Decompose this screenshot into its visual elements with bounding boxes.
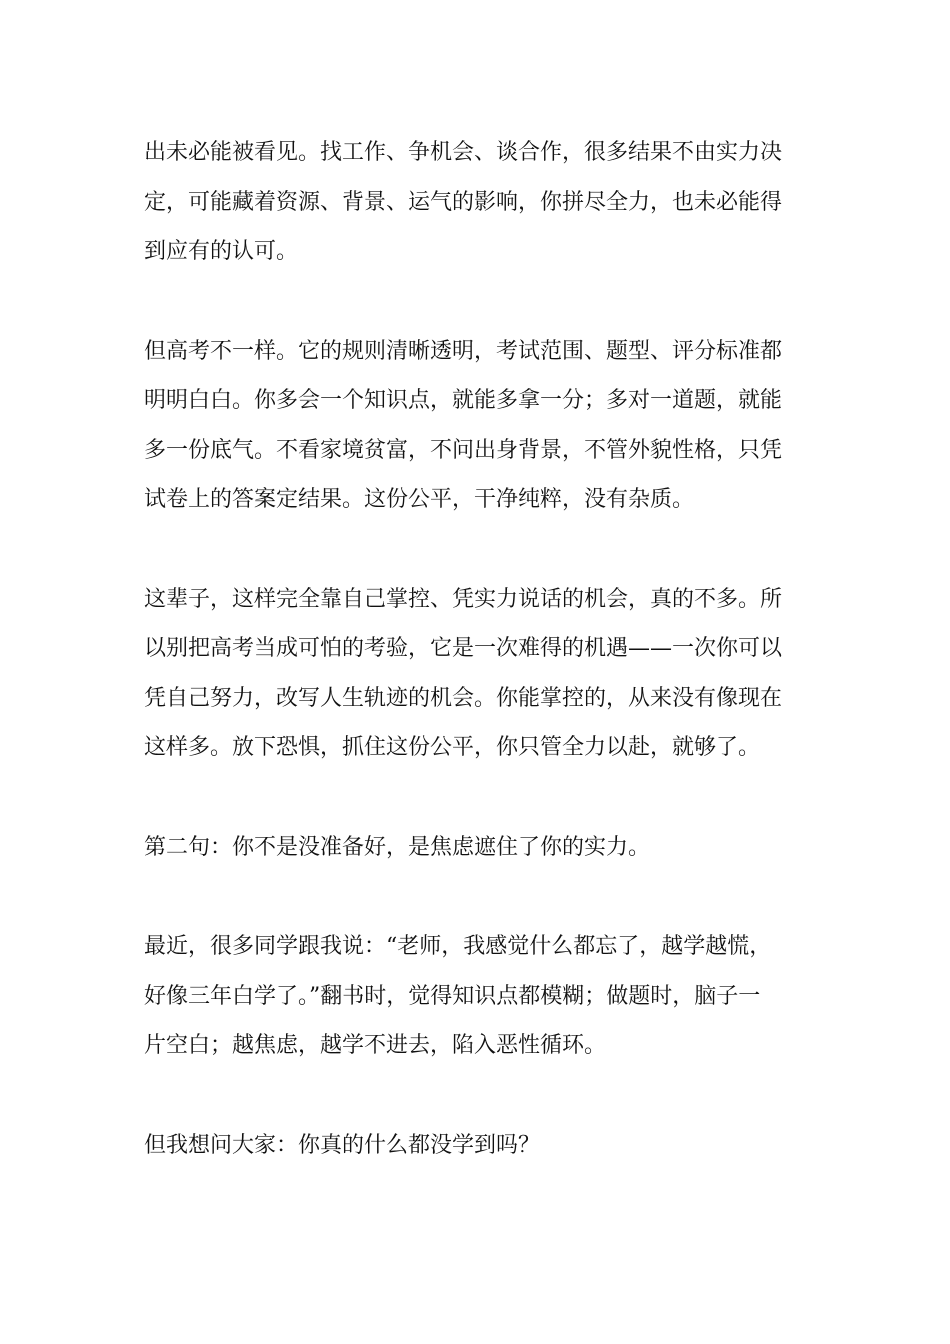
text-line: 这样多。放下恐惧，抓住这份公平，你只管全力以赴，就够了。 xyxy=(144,735,761,760)
paragraph xyxy=(144,575,809,773)
text-line: 到应有的认可。 xyxy=(144,239,299,264)
text-line: 试卷上的答案定结果。这份公平，干净纯粹，没有杂质。 xyxy=(144,487,695,512)
document-page xyxy=(144,128,809,1220)
text-line: 最近，很多同学跟我说：“老师，我感觉什么都忘了，越学越慌， xyxy=(144,934,772,959)
paragraph xyxy=(144,327,809,525)
text-line: 好像三年白学了。”翻书时，觉得知识点都模糊；做题时，脑子一 xyxy=(144,983,761,1009)
paragraph xyxy=(144,922,809,1071)
text-line: 多一份底气。不看家境贫富，不问出身背景，不管外貌性格，只凭 xyxy=(144,437,783,463)
paragraph xyxy=(144,1121,809,1171)
text-line: 定，可能藏着资源、背景、运气的影响，你拼尽全力，也未必能得 xyxy=(144,189,783,215)
text-line: 凭自己努力，改写人生轨迹的机会。你能掌控的，从来没有像现在 xyxy=(144,685,783,711)
paragraph xyxy=(144,128,809,277)
text-line: 以别把高考当成可怕的考验，它是一次难得的机遇——一次你可以 xyxy=(144,636,783,661)
text-line: 这辈子，这样完全靠自己掌控、凭实力说话的机会，真的不多。所 xyxy=(144,586,783,612)
text-line: 但我想问大家：你真的什么都没学到吗？ xyxy=(144,1132,541,1158)
text-line: 第二句：你不是没准备好，是焦虑遮住了你的实力。 xyxy=(144,834,651,860)
text-line: 片空白；越焦虑，越学不进去，陷入恶性循环。 xyxy=(144,1033,607,1058)
section-heading xyxy=(144,823,809,873)
text-line: 出未必能被看见。找工作、争机会、谈合作，很多结果不由实力决 xyxy=(144,140,783,165)
text-line: 但高考不一样。它的规则清晰透明，考试范围、题型、评分标准都 xyxy=(144,338,783,364)
text-line: 明明白白。你多会一个知识点，就能多拿一分；多对一道题，就能 xyxy=(144,388,783,413)
